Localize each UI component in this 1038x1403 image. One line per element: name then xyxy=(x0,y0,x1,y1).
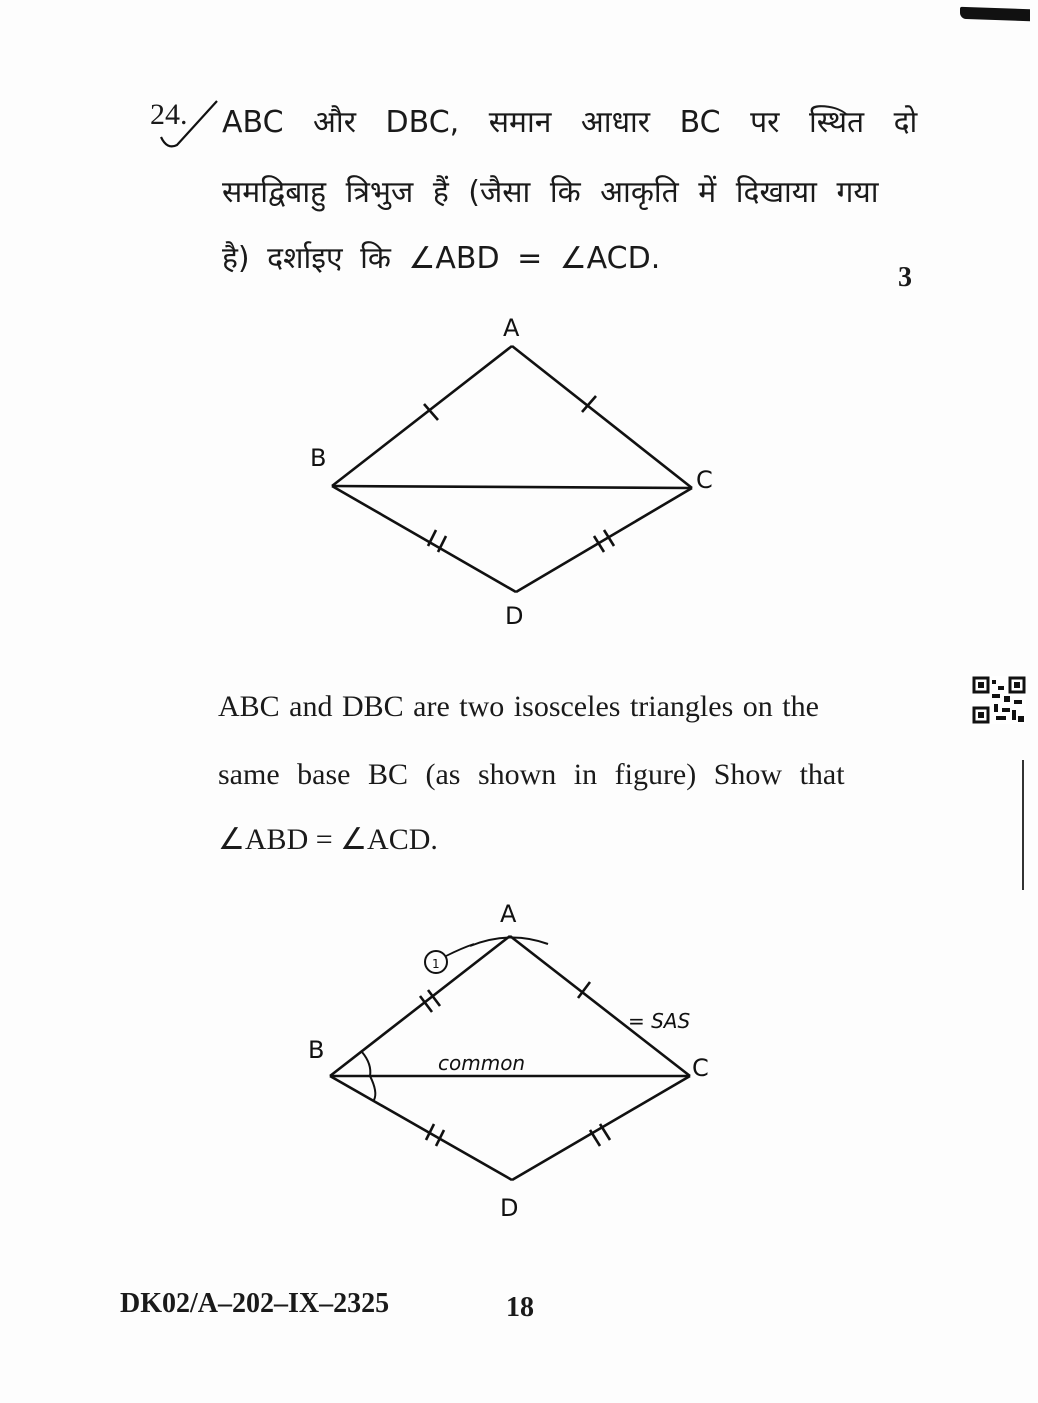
english-line-1: ABC and DBC are two isosceles triangles on the xyxy=(218,690,819,723)
fig2-label-a: A xyxy=(500,900,517,928)
fig2-dtick-dc-2 xyxy=(600,1124,610,1140)
fig2-tick-ac xyxy=(578,982,590,998)
fig1-dtick-bd-1 xyxy=(428,530,436,546)
fig1-tick-ac xyxy=(582,396,596,412)
fig1-side-bd xyxy=(332,486,516,592)
qr-code-icon xyxy=(972,676,1026,724)
fig2-angle-arc-lower xyxy=(370,1076,375,1100)
hindi-line-2: समद्विबाहु त्रिभुज हैं (जैसा कि आकृति में दिखाया गया xyxy=(222,175,879,210)
fig1-side-ac xyxy=(512,346,692,488)
fig2-side-ac xyxy=(510,936,690,1076)
fig1-label-a: A xyxy=(503,314,520,342)
marks-value: 3 xyxy=(898,262,912,293)
fig1-dtick-dc-2 xyxy=(604,530,614,546)
english-line-3: ∠ABD = ∠ACD. xyxy=(218,823,438,856)
fig2-annotation-common: common xyxy=(438,1051,526,1075)
hindi-line-3: है) दर्शाइए कि ∠ABD = ∠ACD. xyxy=(222,241,661,276)
english-line-2: same base BC (as shown in figure) Show that xyxy=(218,758,845,791)
fig1-dtick-dc-1 xyxy=(594,536,604,552)
fig1-dtick-bd-2 xyxy=(438,536,446,552)
fig2-label-b: B xyxy=(308,1036,325,1064)
fig2-label-c: C xyxy=(692,1054,709,1082)
hindi-line-1: ABC और DBC, समान आधार BC पर स्थित दो xyxy=(222,105,918,140)
fig1-tick-ab xyxy=(424,404,438,420)
fig2-annotation-sas: = SAS xyxy=(628,1009,691,1033)
fig1-label-b: B xyxy=(310,444,327,472)
fig2-arc-a xyxy=(470,937,548,946)
fig2-dtick-bd-1 xyxy=(426,1124,434,1140)
fig1-label-d: D xyxy=(505,602,524,630)
fig2-circle-mark-text: 1 xyxy=(432,957,440,971)
scan-side-line xyxy=(1022,760,1024,890)
page-number: 18 xyxy=(506,1292,534,1323)
fig2-circle-pointer xyxy=(446,944,474,956)
question-number: 24. xyxy=(150,98,188,131)
fig2-tick-ab-1 xyxy=(420,996,432,1012)
fig1-base-bc xyxy=(332,486,692,488)
fig2-dtick-bd-2 xyxy=(436,1130,444,1146)
fig2-dtick-dc-1 xyxy=(590,1130,600,1146)
fig2-circle-mark xyxy=(425,951,447,973)
fig2-side-ab xyxy=(330,936,510,1076)
fig1-side-dc xyxy=(516,488,692,592)
fig2-angle-arc-upper xyxy=(362,1052,370,1076)
fig1-side-ab xyxy=(332,346,512,486)
paper-code: DK02/A–202–IX–2325 xyxy=(120,1288,390,1319)
fig1-label-c: C xyxy=(696,466,713,494)
fig2-tick-ab-2 xyxy=(428,990,440,1006)
fig2-label-d: D xyxy=(500,1194,519,1222)
scan-edge-mark xyxy=(960,7,1030,21)
fig2-side-bd xyxy=(330,1076,512,1180)
fig2-side-dc xyxy=(512,1076,690,1180)
